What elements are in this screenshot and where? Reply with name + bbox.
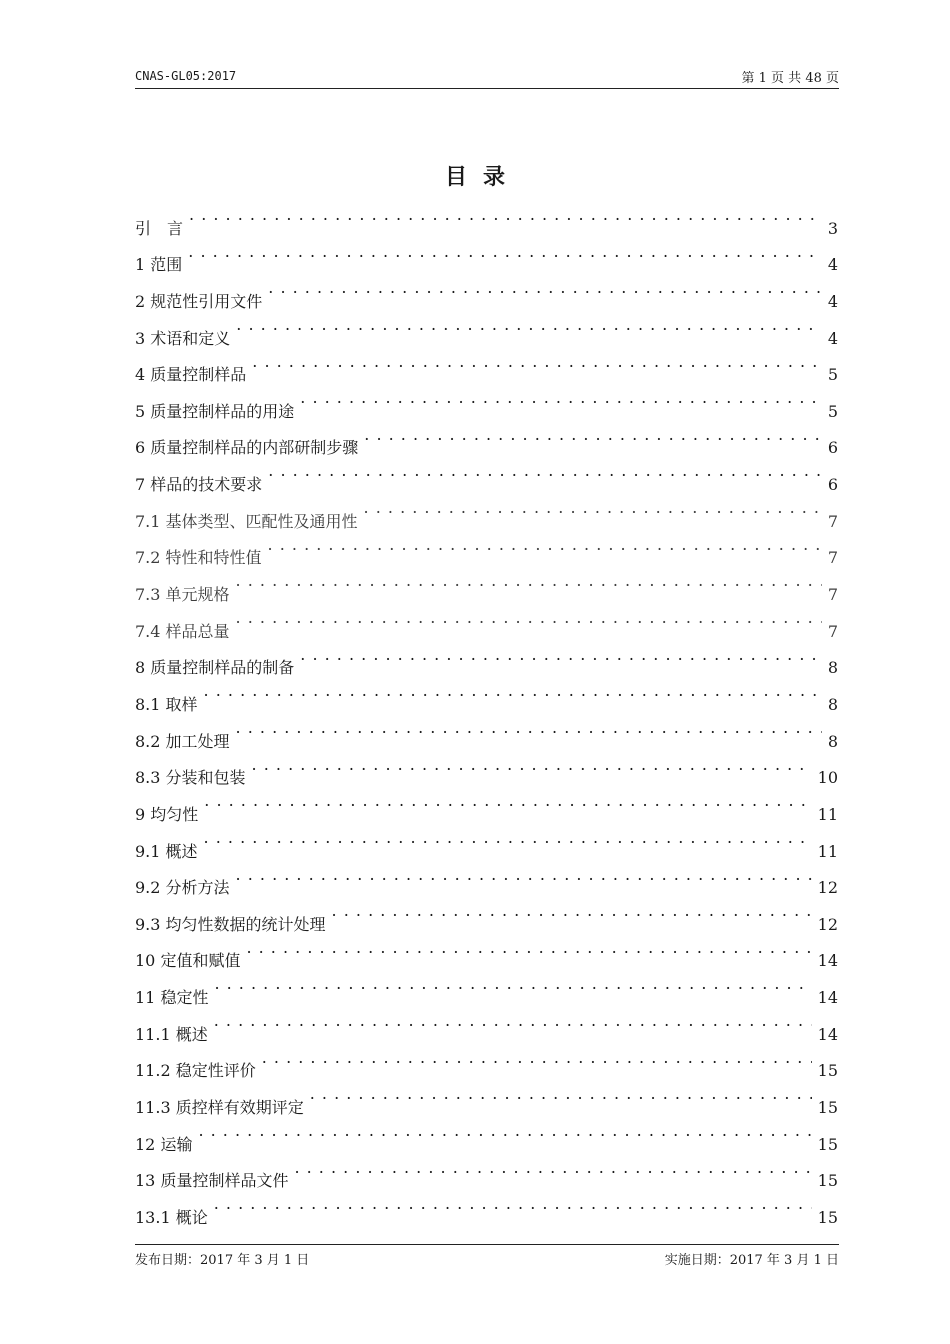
toc-entry[interactable] (135, 966, 838, 1008)
toc-entry-page: 8 (827, 658, 838, 678)
toc-entry-page: 10 (817, 768, 838, 788)
toc-entry-label: 13.1 概论 (135, 1207, 208, 1227)
toc-entry-page: 12 (817, 914, 838, 934)
toc-dot-leader (246, 930, 811, 967)
toc-entry[interactable] (135, 673, 838, 714)
toc-entry[interactable] (135, 1040, 838, 1081)
effective-date: 实施日期：2017 年 3 月 1 日 (664, 1253, 839, 1268)
toc-entry-page: 7 (827, 585, 838, 605)
toc-entry-label: 9 均匀性 (135, 804, 199, 824)
toc-entry[interactable] (135, 820, 838, 861)
toc-entry-label: 9.2 分析方法 (135, 878, 230, 898)
toc-dot-leader (364, 417, 822, 454)
toc-dot-leader (204, 783, 811, 820)
toc-entry-label: 7.3 单元规格 (135, 585, 230, 605)
toc-entry-page: 15 (817, 1061, 838, 1081)
toc-entry-page: 8 (827, 731, 838, 751)
toc-entry[interactable] (135, 600, 838, 641)
toc-entry-page: 5 (827, 365, 838, 385)
toc-dot-leader (236, 600, 822, 637)
toc-entry-label: 6 质量控制样品的内部研制步骤 (135, 438, 359, 458)
toc-entry-page: 14 (817, 988, 838, 1008)
toc-entry-page: 7 (827, 511, 838, 531)
toc-entry-label: 8 质量控制样品的制备 (135, 658, 295, 678)
toc-entry[interactable] (135, 783, 838, 824)
toc-dot-leader (268, 270, 822, 307)
toc-entry[interactable] (135, 563, 838, 605)
toc-dot-leader (204, 820, 812, 857)
toc-dot-leader (310, 1076, 812, 1113)
toc-entry-page: 4 (827, 255, 838, 275)
toc-entry-label: 3 术语和定义 (135, 328, 231, 348)
toc-dot-leader (294, 1150, 811, 1187)
toc-entry[interactable] (135, 637, 838, 678)
toc-dot-leader (268, 527, 822, 564)
toc-entry-page: 7 (827, 548, 838, 568)
toc-entry-page: 15 (817, 1098, 838, 1118)
table-of-contents (135, 197, 838, 1227)
toc-entry-label: 8.3 分装和包装 (135, 768, 246, 788)
toc-entry-label: 9.1 概述 (135, 841, 198, 861)
toc-entry-label: 11.3 质控样有效期评定 (135, 1098, 304, 1118)
toc-dot-leader (364, 490, 822, 527)
toc-entry-page: 15 (817, 1134, 838, 1154)
toc-entry-label: 7.1 基体类型、匹配性及通用性 (135, 511, 358, 531)
toc-dot-leader (262, 1040, 812, 1077)
toc-entry-label: 11.2 稳定性评价 (135, 1061, 256, 1081)
toc-entry-page: 14 (817, 1024, 838, 1044)
toc-entry-label: 8.1 取样 (135, 694, 198, 714)
toc-dot-leader (268, 453, 822, 490)
toc-entry-page: 11 (817, 804, 838, 824)
toc-entry[interactable] (135, 893, 838, 934)
toc-entry-label: 7 样品的技术要求 (135, 475, 263, 495)
toc-dot-leader (188, 234, 822, 271)
publish-date: 发布日期：2017 年 3 月 1 日 (135, 1253, 310, 1268)
toc-entry-label: 9.3 均匀性数据的统计处理 (135, 914, 326, 934)
toc-entry-label: 13 质量控制样品文件 (135, 1171, 289, 1191)
page-header (135, 66, 839, 89)
toc-entry-page: 4 (827, 291, 838, 311)
toc-entry-label: 7.4 样品总量 (135, 621, 230, 641)
toc-entry[interactable] (135, 344, 838, 385)
toc-entry-label: 7.2 特性和特性值 (135, 548, 262, 568)
toc-entry[interactable] (135, 307, 838, 348)
toc-entry[interactable] (135, 857, 838, 898)
toc-entry[interactable] (135, 1113, 838, 1154)
toc-dot-leader (214, 1003, 812, 1040)
toc-entry-page: 15 (817, 1171, 838, 1191)
toc-entry-page: 5 (827, 401, 838, 421)
toc-entry[interactable] (135, 234, 838, 275)
toc-dot-leader (252, 344, 822, 381)
toc-entry-label: 8.2 加工处理 (135, 731, 230, 751)
page-number-info: 第 1 页 共 48 页 (741, 71, 839, 86)
toc-dot-leader (214, 966, 811, 1003)
toc-dot-leader (236, 710, 822, 747)
toc-dot-leader (236, 307, 822, 344)
toc-dot-leader (300, 380, 822, 417)
toc-entry[interactable] (135, 270, 838, 311)
toc-dot-leader (332, 893, 812, 930)
toc-dot-leader (204, 673, 822, 710)
toc-title: 目录 (444, 165, 521, 190)
toc-entry-label: 1 范围 (135, 255, 183, 275)
toc-entry-page: 11 (817, 841, 838, 861)
toc-dot-leader (214, 1186, 812, 1223)
toc-entry[interactable] (135, 1003, 838, 1044)
toc-entry-page: 14 (817, 951, 838, 971)
page-footer (135, 1244, 839, 1269)
toc-entry-page: 7 (827, 621, 838, 641)
toc-dot-leader (300, 637, 822, 674)
toc-entry-label: 2 规范性引用文件 (135, 291, 263, 311)
document-code: CNAS-GL05:2017 (135, 69, 237, 83)
toc-entry[interactable] (135, 197, 838, 238)
toc-dot-leader (236, 563, 822, 600)
toc-dot-leader (236, 857, 812, 894)
toc-dot-leader (252, 747, 812, 784)
toc-entry-page: 12 (817, 878, 838, 898)
toc-entry-page: 6 (827, 475, 838, 495)
toc-entry-page: 6 (827, 438, 838, 458)
toc-entry-label: 11.1 概述 (135, 1024, 208, 1044)
toc-entry-page: 3 (827, 218, 838, 238)
toc-dot-leader (198, 1113, 811, 1150)
toc-entry-page: 4 (827, 328, 838, 348)
toc-entry-label: 5 质量控制样品的用途 (135, 401, 295, 421)
toc-entry[interactable] (135, 747, 838, 788)
toc-entry-page: 8 (827, 694, 838, 714)
toc-entry-label: 12 运输 (135, 1134, 193, 1154)
toc-entry-label: 11 稳定性 (135, 988, 209, 1008)
toc-entry[interactable] (135, 1186, 838, 1227)
toc-dot-leader (189, 197, 822, 234)
toc-entry-label: 10 定值和赋值 (135, 951, 241, 971)
toc-entry-page: 15 (817, 1207, 838, 1227)
toc-entry-label: 引 言 (135, 218, 184, 238)
toc-entry[interactable] (135, 710, 838, 751)
toc-entry[interactable] (135, 1150, 838, 1191)
toc-entry-label: 4 质量控制样品 (135, 365, 247, 385)
